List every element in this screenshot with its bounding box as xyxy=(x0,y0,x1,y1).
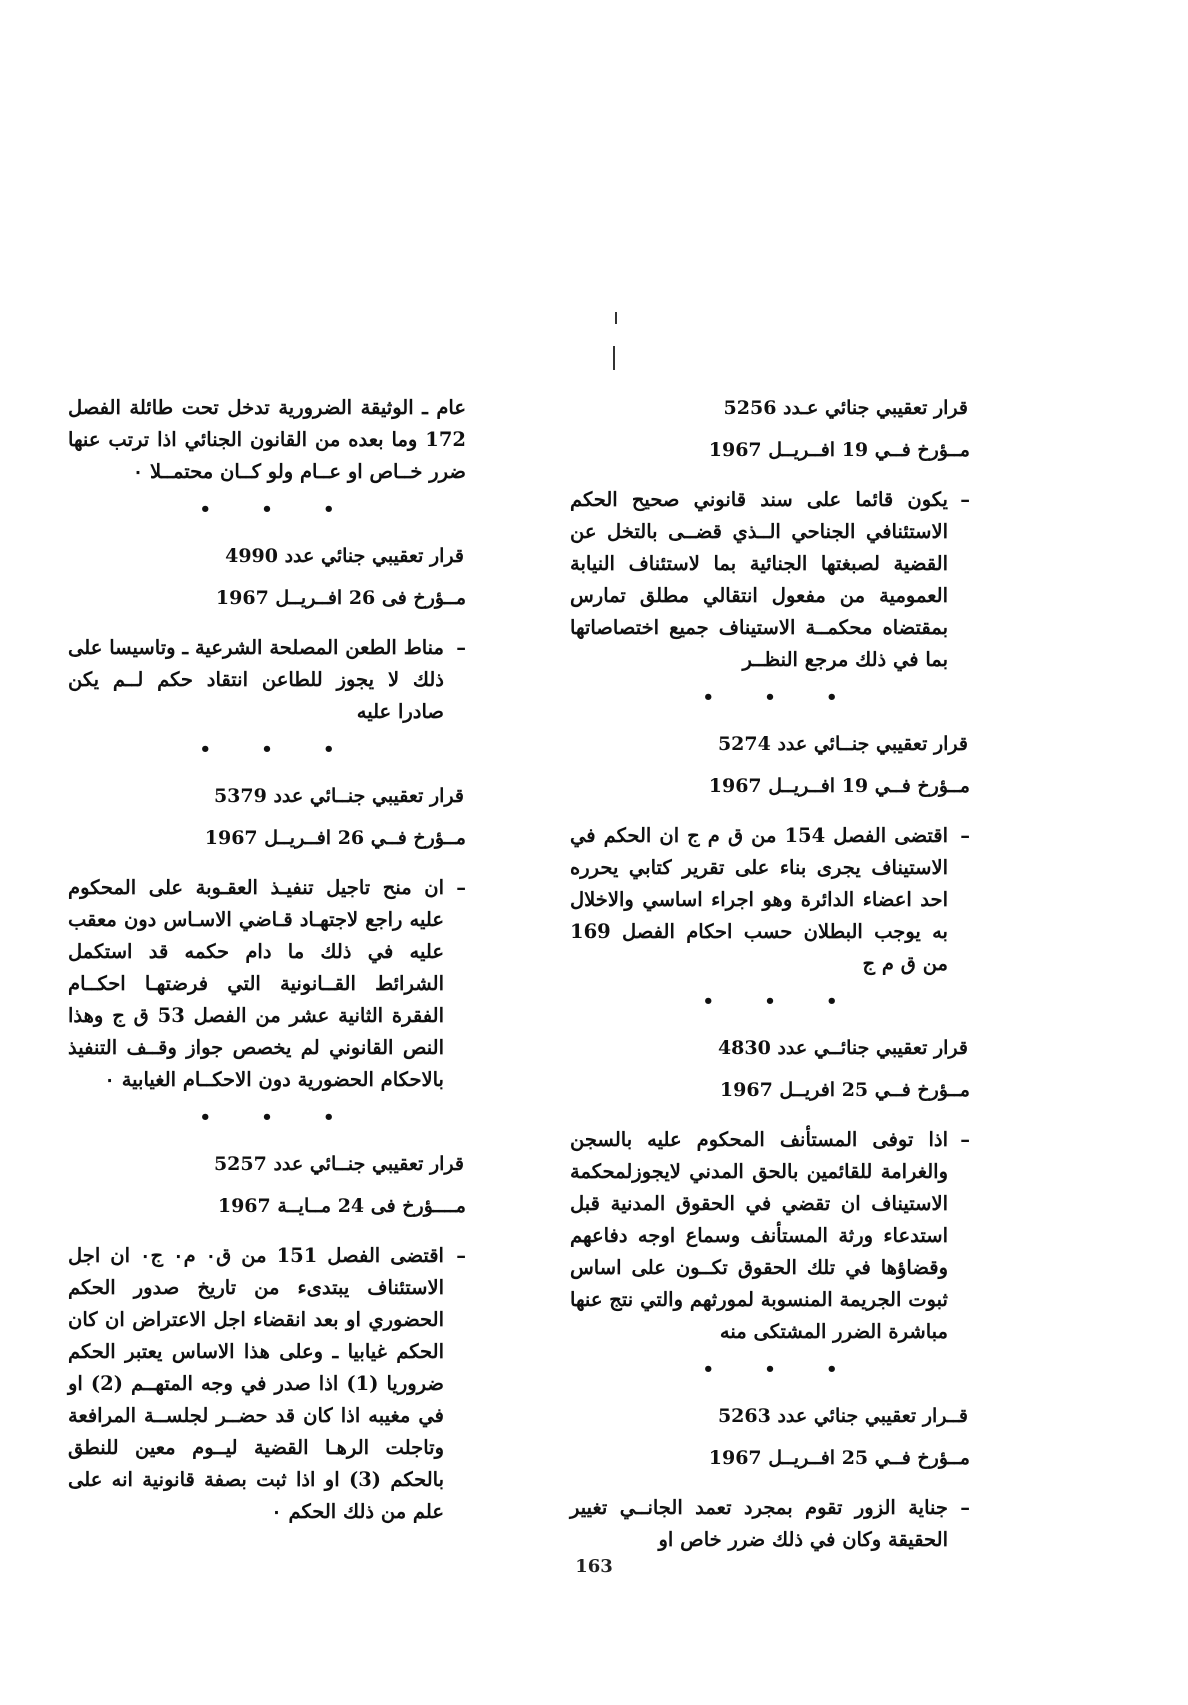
ruling-date: مــؤرخ فــي 25 افريــل 1967 xyxy=(719,1079,970,1101)
ruling-title: قرار تعقيبي جنائي عـدد 5256 xyxy=(723,397,968,419)
ruling-block xyxy=(68,780,466,1128)
ruling-title: قرار تعقيبي جنائي عدد 4990 xyxy=(225,545,464,567)
ruling-block xyxy=(68,1148,466,1528)
ruling-block xyxy=(68,540,466,760)
ruling-summary: – ان منح تاجيل تنفيـذ العقـوبة على المحكوم عليه راجع لاجتهـاد قـاضي الاسـاس دون معقب عليه في ذلك ما دام حكمه قد استكمل الشرائط القــانونية التي فرضتهـا احكــام الفقرة الثانية عشر من الفصل 53 ق ج وهذا النص القانوني لم يخصص جواز وقــف التنفيذ بالاحكام الحضورية دون الاحكــام الغيابية ٠ xyxy=(68,872,466,1096)
ruling-date: مــؤرخ فى 26 افــريــل 1967 xyxy=(215,587,466,609)
right-column xyxy=(570,392,970,1556)
ruling-date: مــؤرخ فــي 25 افــريــل 1967 xyxy=(708,1447,970,1469)
ruling-date: مــــؤرخ فى 24 مــايــة 1967 xyxy=(217,1195,466,1217)
section-separator: • • • xyxy=(199,499,357,520)
margin-mark xyxy=(615,312,617,324)
section-separator: • • • xyxy=(702,687,860,708)
ruling-block xyxy=(570,392,970,708)
ruling-title: قرار تعقيبي جنائــي عدد 4830 xyxy=(717,1037,968,1059)
ruling-summary: – يكون قائما على سند قانوني صحيح الحكم الاستئنافي الجناحي الــذي قضــى بالتخل عن القضية لصبغتها الجنائية بما لاستئناف النيابة العمومية من مفعول انتقالي مطلق تمارس بمقتضاه محكمــة الاستيناف جميع اختصاصاتها بما في ذلك مرجع النظــر xyxy=(570,484,970,676)
ruling-title: قرار تعقيبي جنــائي عدد 5274 xyxy=(717,733,968,755)
left-column xyxy=(68,392,466,1528)
margin-mark xyxy=(613,346,615,370)
section-separator: • • • xyxy=(199,1107,357,1128)
ruling-summary: – مناط الطعن المصلحة الشرعية ـ وتاسيسا على ذلك لا يجوز للطاعن انتقاد حكم لــم يكن صادرا عليه xyxy=(68,632,466,728)
ruling-summary: – جناية الزور تقوم بمجرد تعمد الجانــي تغيير الحقيقة وكان في ذلك ضرر خاص او xyxy=(570,1492,970,1556)
ruling-title: قرار تعقيبي جنــائي عدد 5379 xyxy=(213,785,464,807)
ruling-summary: – اقتضى الفصل 154 من ق م ج ان الحكم في الاستيناف يجرى بناء على تقرير كتابي يحرره احد اعضاء الدائرة وهو اجراء اساسي والاخلال به يوجب البطلان حسب احكام الفصل 169 من ق م ج xyxy=(570,820,970,980)
ruling-date: مــؤرخ فــي 19 افــريــل 1967 xyxy=(708,775,970,797)
ruling-summary: – اقتضى الفصل 151 من ق٠ م٠ ج٠ ان اجل الاستئناف يبتدىء من تاريخ صدور الحكم الحضوري او بعد انقضاء اجل الاعتراض ان كان الحكم غيابيا ـ وعلى هذا الاساس يعتبر الحكم ضروريا (1) اذا صدر في وجه المتهــم (2) او في مغيبه اذا كان قد حضــر لجلســة المرافعة وتاجلت الرهـا القضية ليــوم معين للنطق بالحكم (3) او اذا ثبت بصفة قانونية انه على علم من ذلك الحكم ٠ xyxy=(68,1240,466,1528)
continued-text: عام ـ الوثيقة الضرورية تدخل تحت طائلة الفصل 172 وما بعده من القانون الجنائي اذا ترتب عنها ضرر خــاص او عــام ولو كــان محتمــلا ٠ xyxy=(68,396,466,483)
section-separator: • • • xyxy=(199,739,357,760)
ruling-title: قرار تعقيبي جنــائي عدد 5257 xyxy=(213,1153,464,1175)
ruling-title: قــرار تعقيبي جنائي عدد 5263 xyxy=(717,1405,968,1427)
ruling-block xyxy=(570,1032,970,1380)
ruling-date: مــؤرخ فــي 19 افــريــل 1967 xyxy=(708,439,970,461)
section-separator: • • • xyxy=(702,991,860,1012)
ruling-block xyxy=(570,728,970,1012)
section-separator: • • • xyxy=(702,1359,860,1380)
page-number: 163 xyxy=(575,1556,613,1577)
ruling-summary: – اذا توفى المستأنف المحكوم عليه بالسجن والغرامة للقائمين بالحق المدني لايجوزلمحكمة الاستيناف ان تقضي في الحقوق المدنية قبل استدعاء ورثة المستأنف وسماع اوجه دفاعهم وقضاؤها في تلك الحقوق تكــون على اساس ثبوت الجريمة المنسوبة لمورثهم والتي نتج عنها مباشرة الضرر المشتكى منه xyxy=(570,1124,970,1348)
ruling-block xyxy=(570,1400,970,1556)
ruling-date: مــؤرخ فــي 26 افــريــل 1967 xyxy=(204,827,466,849)
